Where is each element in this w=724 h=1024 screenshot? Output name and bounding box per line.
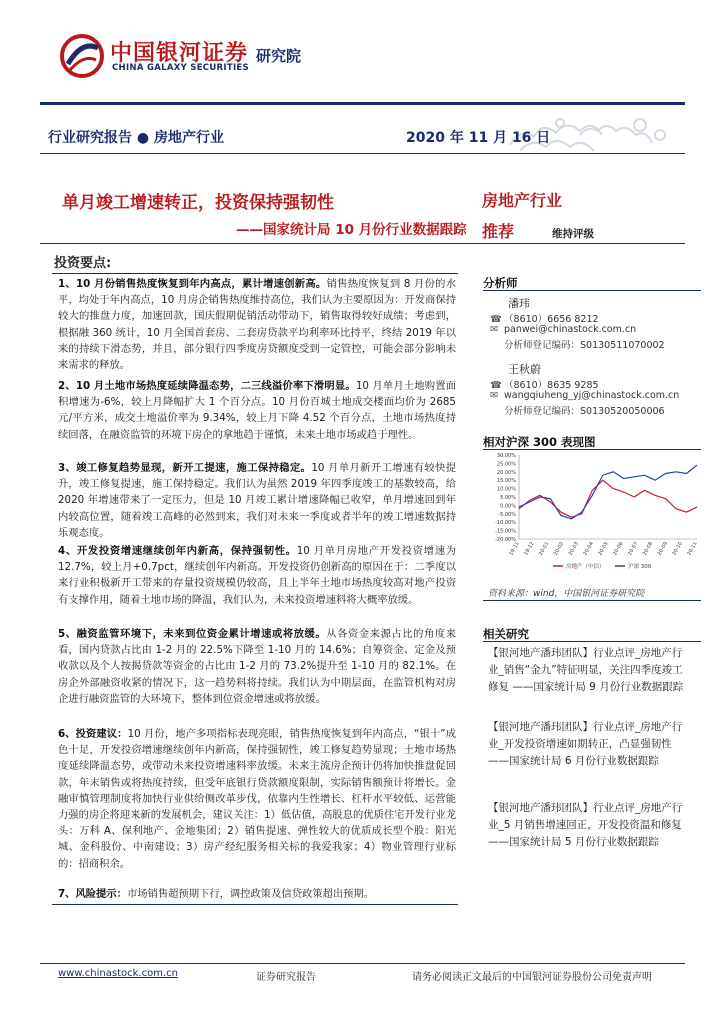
point-body: 10 月份，地产多项指标表现亮眼，销售热度恢复到年内高点，“银十”成色十足，开发投资增速继续创年内新高，保持强韧性，竣工修复趋势显现；土地市场热度延续降温态势，或带动未来投资增速料率放缓。未来主流房企预计仍将加快推盘促回款，年末销售或将热度持续，但受年底银行贷款额度限制，实际销售额预计将增长。金融审慎管理制度将加快行业供给侧改革步伐，依靠内生性增长、杠杆水平较低、运营能力强的房企将迎来新的发展机会，建议关注：1）低估值，高股息的优质住宅开发行业龙头：万科 A、保利地产、金地集团；2）销售提速、弹性较大的优质成长型个股：阳光城、金科股份、中南建设；3）房产经纪服务相关标的我爱我家；4）物业管理行业标的：招商积余。 (58, 728, 456, 870)
title-divider (40, 243, 685, 244)
brand-institute: 研究院 (256, 47, 302, 65)
related-report-link[interactable]: 【银河地产潘玮团队】行业点评_房地产行业_5 月销售增速回正，开发投资温和修复 ——国家统计局 5 月份行业数据跟踪 (488, 802, 683, 848)
mail-icon: ✉ (490, 390, 498, 401)
chart-bottom-divider (483, 600, 701, 601)
point-item (58, 626, 456, 707)
point-body: 10 月单月新开工增速有较快提升，竣工修复提速，施工保持稳定。我们认为虽然 2019 年四季度竣工的基数较高，给 2020 年增速带来了一定压力，但是 10 月竣工累计增速降幅已收窄，单月增速回到年内较高位置，随着竣工高峰的必然到来，我们对未来一季度或者半年的竣工增速数据持乐观态度。 (58, 462, 456, 539)
point-item (58, 726, 456, 872)
related-divider (483, 641, 701, 642)
analyst-phone: ☎ （8610）8635 9285 (490, 380, 599, 391)
relative-performance-chart (483, 453, 701, 573)
y-tick-label: -20.00% (495, 537, 516, 543)
footer-report-type: 证券研究报告 (256, 972, 316, 983)
point-body: 销售热度恢复到 8 月份的水平，均处于年内高点，10 月房企销售热度维持高位，我们认为主要原因为：开发商保持较大的推盘力度，加速回款，国庆假期促销活动带动下，销售取得较好成绩；考虑到，根据融 360 统计，10 月全国首套房、二套房贷款平均利率环比持平，终结 2019 年以来的持续下滑态势，并且，部分银行四季度房贷额度受到一定管控，可能会部分影响未来需求的释放。 (58, 278, 456, 372)
report-title: 单月竣工增速转正，投资保持强韧性 (62, 193, 334, 213)
x-tick-label: 20-07 (626, 541, 640, 557)
x-tick-label: 20-11 (686, 541, 699, 557)
y-tick-label: 0.00% (500, 503, 516, 510)
y-tick-label: 15.00% (496, 478, 516, 485)
mail-icon: ✉ (490, 324, 498, 335)
x-tick-label: 19-12 (523, 541, 536, 557)
brand-name-en: CHINA GALAXY SECURITIES (112, 63, 249, 73)
point-lead: 5、融资监管环境下，未来到位资金累计增速或将放缓。 (58, 628, 327, 640)
brand-name-cn: 中国银河证券 (110, 41, 249, 66)
x-tick-label: 20-06 (612, 541, 625, 557)
point-body: 10 月单月房地产开发投资增速为 12.7%，较上月+0.7pct，继续创年内新高。开发投资仍创新高的原因在于：二季度以来行业积极新开工带来的存量投资规模仍较高，且上半年土地市场热度较高对地产投资有支撑作用，随着土地市场的降温，我们认为，未来投资增速料将大概率放缓。 (58, 545, 457, 606)
analyst-email[interactable]: ✉ panwei@chinastock.com.cn (490, 324, 637, 335)
analyst-name: 潘玮 (508, 297, 530, 310)
point-lead: 3、竣工修复趋势显现，新开工提速，施工保持稳定。 (58, 462, 312, 474)
point-item (58, 276, 456, 373)
analyst-name: 王秋蔚 (508, 363, 541, 376)
analyst-cert: 分析师登记编码：S0130520050006 (504, 406, 665, 417)
footer-disclaimer: 请务必阅读正文最后的中国银河证券股份公司免责声明 (412, 972, 652, 983)
y-tick-label: 20.00% (496, 469, 516, 476)
analysts-divider (483, 290, 701, 291)
legend-label: 沪深 300 (628, 564, 652, 570)
x-tick-label: 20-01 (537, 541, 551, 557)
point-item (58, 886, 456, 902)
point-body: 从各资金来源占比的角度来看，国内贷款占比由 1-2 月的 22.5%下降至 1-10 月的 14.6%；自筹资金、定金及预收款以及个人按揭贷款等资金的占比由 1-2 月的 73.2%提升至 1-10 月的 82.1%。在房企外部融资收紧的情况下，这一趋势料将持续。我们认为中期层面，在监管机构对房企进行融资监管的大环境下，整体到位资金增速或将放缓。 (58, 628, 456, 705)
y-tick-label: -15.00% (495, 528, 516, 535)
points-heading: 投资要点: (54, 256, 112, 271)
x-tick-label: 20-02 (552, 541, 566, 557)
y-tick-label: 30.00% (496, 453, 516, 459)
point-lead: 7、风险提示： (58, 888, 127, 900)
related-heading: 相关研究 (483, 627, 529, 641)
x-tick-label: 20-05 (597, 541, 610, 557)
phone-icon: ☎ (490, 380, 502, 391)
industry-label: 房地产行业 (482, 191, 563, 210)
report-subtitle: ——国家统计局 10 月份行业数据跟踪 (236, 222, 467, 238)
y-tick-label: 5.00% (500, 495, 516, 501)
y-tick-label: -10.00% (495, 520, 516, 527)
chart-divider (483, 449, 701, 450)
analyst-phone: ☎ （8610）6656 8212 (490, 314, 599, 325)
point-item (58, 543, 456, 608)
point-body: 市场销售超预期下行，调控政策及信贷政策超出预期。 (126, 888, 375, 900)
phone-icon: ☎ (490, 314, 502, 325)
analyst-email[interactable]: ✉ wangqiuheng_yj@chinastock.com.cn (490, 390, 680, 401)
series-line (519, 465, 697, 519)
x-tick-label: 19-11 (508, 541, 521, 557)
point-lead: 1、10 月份销售热度恢复到年内高点，累计增速创新高。 (58, 278, 327, 290)
analyst-cert: 分析师登记编码：S0130511070002 (504, 340, 665, 351)
x-tick-label: 20-04 (582, 541, 595, 557)
y-tick-label: 10.00% (496, 486, 516, 493)
legend-label: 房地产（中信） (566, 564, 605, 570)
related-report-link[interactable]: 【银河地产潘玮团队】行业点评_房地产行业_销售“金九”特征明显，关注四季度竣工修复 ——国家统计局 9 月份行业数据跟踪 (488, 647, 684, 693)
report-date: 2020 年 11 月 16 日 (406, 130, 551, 146)
report-type-label: 行业研究报告 ● 房地产行业 (48, 130, 224, 146)
point-lead: 6、投资建议： (58, 728, 128, 740)
point-lead: 4、开发投资增速继续创年内新高，保持强韧性。 (58, 545, 297, 557)
x-tick-label: 20-09 (656, 541, 670, 557)
chart-source: 资料来源：wind，中国银河证券研究院 (488, 589, 645, 599)
point-item (58, 378, 456, 443)
footer-website-link[interactable]: www.chinastock.com.cn (58, 968, 178, 979)
y-tick-label: 25.00% (496, 461, 516, 468)
x-tick-label: 20-10 (671, 541, 684, 557)
y-tick-label: -5.00% (498, 511, 516, 518)
point-item (58, 460, 456, 541)
rating-note: 维持评级 (552, 228, 594, 240)
related-report-link[interactable]: 【银河地产潘玮团队】行业点评_房地产行业_开发投资增速如期转正，凸显强韧性——国家统计局 6 月份行业数据跟踪 (488, 721, 683, 767)
rating-label: 推荐 (482, 222, 515, 241)
analysts-heading: 分析师 (483, 276, 518, 290)
footer-divider (40, 963, 685, 964)
galaxy-swirl-logo-icon (60, 34, 104, 78)
point-lead: 2、10 月土地市场热度延续降温态势，二三线溢价率下滑明显。 (58, 380, 356, 392)
chart-heading: 相对沪深 300 表现图 (483, 435, 596, 449)
points-column (52, 273, 458, 905)
x-tick-label: 20-03 (567, 541, 581, 557)
report-header-band (40, 102, 685, 154)
x-tick-label: 20-08 (641, 541, 655, 557)
series-line (519, 480, 697, 517)
point-body: 10 月单月土地购置面积增速为-6%，较上月降幅扩大 1 个百分点。10 月份百城土地成交楼面均价为 2685 元/平方米，成交土地溢价率为 9.34%，较上月下降 4.52 个百分点，土地市场热度持续回落，在融资监管的环境下房企的拿地趋于谨慎，未来土地市场或趋于理性。 (58, 380, 456, 441)
